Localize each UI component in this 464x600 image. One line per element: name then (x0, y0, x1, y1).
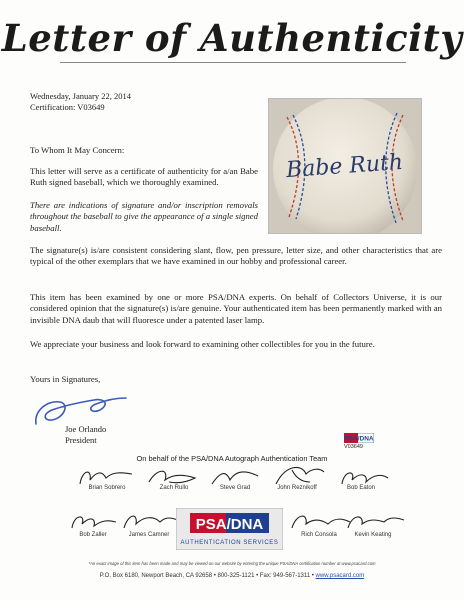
baseball-photo (268, 98, 422, 234)
team-member-name: Zach Rullo (159, 485, 189, 491)
team-member-name: Rich Consola (301, 532, 337, 538)
baseball-image (269, 99, 421, 233)
team-member-name: Kevin Keating (354, 532, 392, 538)
team-member-name: Bob Zaller (79, 532, 107, 538)
team-member-name: Bob Eaton (346, 485, 376, 491)
signer-block (65, 424, 106, 445)
paragraph-removals-note: There are indications of signature and/or inscription removals throughout the baseball to give the appearance of a single signed baseball. (30, 200, 258, 233)
closing: Yours in Signatures, (30, 374, 101, 384)
team-member-name: James Camner (128, 532, 170, 538)
footer-address: P.O. Box 6180, Newport Beach, CA 92658 • 800-325-1121 • Fax: 949-567-1311 • (99, 573, 316, 579)
page-title: Letter of Authenticity (1, 16, 463, 60)
paragraph-consistency: The signature(s) is/are consistent considering slant, flow, pen pressure, letter size, and other characteristics that are typical of the other exemplars that we have examined in our hobby and professional career. (30, 245, 442, 267)
psa-serial: V03649 (344, 444, 363, 450)
footer-note: *An exact image of this item has been made and may be viewed on our website by entering the unique PSA/DNA certification number at www.psacard.com (88, 561, 376, 566)
team-member-name: Brian Sobrero (88, 485, 126, 491)
signer-name: Joe Orlando (65, 424, 107, 434)
signer-title: President (65, 434, 97, 445)
team-member-name: Steve Grad (219, 485, 251, 491)
badge-subtitle: AUTHENTICATION SERVICES (180, 540, 279, 546)
certification-number: Certification: V03649 (30, 102, 105, 112)
baseball-autograph: Babe Ruth (285, 149, 404, 184)
title-divider (60, 62, 406, 63)
psa-dna-logo-small (344, 433, 374, 443)
psa-dna-logo-small-text: PSA/DNA (344, 435, 374, 443)
psa-dna-authentication-badge (176, 508, 283, 550)
paragraph-appreciation: We appreciate your business and look forward to examining other collectibles for you in the future. (30, 339, 375, 349)
salutation: To Whom It May Concern: (30, 145, 125, 155)
team-member-name: John Reznikoff (277, 485, 317, 491)
psa-dna-badge-text: PSA/DNA (195, 516, 264, 533)
footer-address-line (0, 573, 464, 579)
paragraph-certificate: This letter will serve as a certificate of authenticity for a/an Babe Ruth signed baseball, which we thoroughly examined. (30, 166, 258, 188)
footer-website-link[interactable]: www.psacard.com (315, 573, 365, 579)
letter-date: Wednesday, January 22, 2014 (30, 91, 131, 101)
paragraph-examination: This item has been examined by one or more PSA/DNA experts. On behalf of Collectors Universe, it is our considered opinion that the signature(s) is/are genuine. Your authenticated item has been permanently marked with an invisible DNA daub that will fluoresce under a patented laser lamp. (30, 292, 442, 325)
letter-meta (30, 91, 131, 113)
team-heading: On behalf of the PSA/DNA Autograph Authentication Team (136, 454, 328, 463)
